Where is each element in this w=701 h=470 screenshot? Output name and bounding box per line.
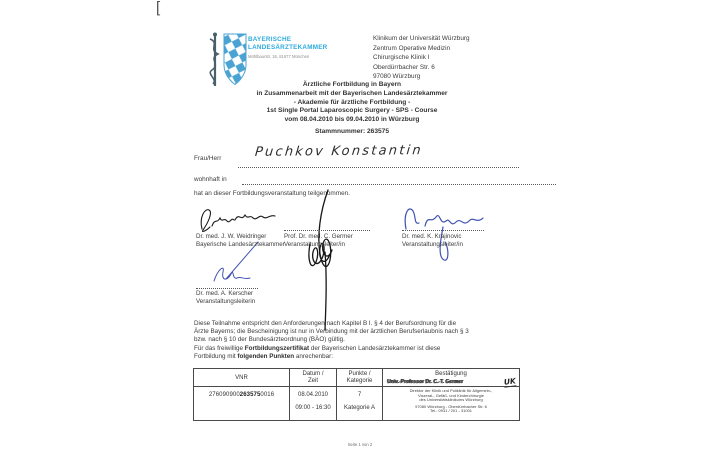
cell-datum-zeit — [290, 387, 337, 420]
logo-org-address: Mühlbaurstr. 16, 81677 München — [248, 54, 310, 59]
signatory-name: Dr. med. A. Kerscher — [196, 290, 254, 297]
table-header-row — [194, 369, 519, 387]
legal-line-4-post: der Bayerischen Landesärztekammer ist diese — [309, 344, 441, 352]
points-table — [193, 368, 520, 421]
clinic-address-line: Oberdürrbacher Str. 6 — [373, 63, 435, 71]
logo-org-line1: BAYERISCHE — [248, 36, 292, 43]
signatory-role: Bayerische Landesärztekammer — [196, 241, 285, 248]
legal-line-4-bold: Fortbildungszertifikat — [244, 344, 310, 352]
participant-name-handwritten: Puchkov Konstantin — [254, 143, 424, 160]
germer-signature — [294, 186, 358, 336]
course-title — [152, 107, 552, 125]
legal-line-1: Diese Teilnahme entspricht den Anforderungen nach Kapitel B I. § 4 der Berufsordnung für die — [194, 320, 457, 327]
residence-dotted-line — [242, 184, 556, 185]
legal-line-5-bold: folgenden Punkten — [237, 352, 295, 360]
category-value: Kategorie A — [343, 405, 376, 411]
signatory-role: Veranstaltungsleiterin — [196, 298, 256, 305]
signatory-krajinovic — [402, 233, 463, 249]
corner-mark: [ — [156, 0, 162, 18]
heading-line3: - Akademie für ärztliche Fortbildung - — [293, 98, 411, 106]
header-bestaetigung: Bestätigung Univ.-Professor Dr. C.-T. Germer UK — [383, 369, 519, 387]
clinic-address-line: 97080 Würzburg — [373, 73, 421, 81]
legal-paragraph — [194, 320, 539, 361]
legal-line-2: Ärzte Bayerns; die Bescheinigung ist nur in Verbindung mit der ärztlichen Berufserlaubnis nach § 3 — [194, 328, 469, 336]
signatory-name: Prof. Dr. med. C. Germer — [284, 233, 353, 240]
clinic-address — [373, 34, 470, 82]
bavarian-shield-icon — [223, 33, 247, 86]
handwritten-initials: UK — [503, 376, 517, 387]
course-time: 09:00 - 16:30 — [295, 405, 331, 411]
course-title-line1: 1st Single Portal Laparoscopic Surgery - SPS - Course — [266, 107, 438, 114]
cell-vnr: 2760909002635750016 — [194, 387, 290, 420]
cell-bestaetigung-stamp — [383, 387, 519, 420]
legal-line-5-pre: Fortbildung mit — [194, 352, 238, 360]
signatory-name: Dr. med. J. W. Weidringer — [196, 233, 267, 240]
signatory-kerscher — [196, 290, 255, 306]
signatory-name: Dr. med. K. Krajinovic — [402, 233, 462, 240]
signature-line-germer — [284, 230, 370, 231]
certificate-heading — [152, 81, 552, 107]
signatory-germer — [284, 233, 353, 249]
salutation-label: Frau/Herr — [194, 155, 222, 162]
signature-line-krajinovic — [402, 230, 484, 231]
clinic-address-line: Chirurgische Klinik I — [373, 54, 430, 62]
header-punkte-kategorie: Punkte / Kategorie — [337, 369, 383, 387]
clinic-address-line: Zentrum Operative Medizin — [373, 44, 451, 52]
legal-line-5 — [194, 353, 539, 361]
logo-org-line2: LANDESÄRZTEKAMMER — [248, 44, 328, 51]
clinic-stamp: Direktor der Klinik und Poliklinik für Allgemein-, Viszeral-, Gefäß- und Kinderchirurgie des Universitätsklinikums Würzburg 97080 Würzburg - Oberdürrbacher Str. 6 Tel.: 0931 / 201 - 31001 — [409, 388, 493, 414]
legal-line-3: bzw. nach § 10 der Bundesärzteordnung (BÄO) gültig. — [194, 336, 345, 344]
cell-punkte-kategorie — [337, 387, 383, 420]
table-data-row — [194, 387, 519, 420]
legal-line-5-post: anrechenbar: — [294, 352, 333, 360]
residence-label: wohnhaft in — [194, 176, 227, 183]
heading-line1: Ärztliche Fortbildung in Bayern — [302, 81, 402, 88]
header-datum-zeit: Datum / Zeit — [290, 369, 337, 387]
legal-line-4-pre: Für das freiwillige — [194, 344, 245, 352]
stamm-number: Stammnummer: 263575 — [314, 128, 390, 135]
signatory-role: Veranstaltungsleiter/in — [402, 241, 463, 248]
name-dotted-line — [238, 167, 519, 168]
signatory-weidringer — [196, 233, 285, 249]
page-footer: Seite 1 von 2 — [347, 442, 373, 447]
points-value: 7 — [357, 392, 362, 398]
legal-line-4 — [194, 345, 539, 353]
course-date: 08.04.2010 — [297, 392, 329, 398]
stamp-signer-name: Univ.-Professor Dr. C.-T. Germer — [387, 378, 464, 385]
clinic-address-line: Klinikum der Universität Würzburg — [373, 35, 470, 42]
heading-line2: in Zusammenarbeit mit der Bayerischen Landesärztekammer — [256, 89, 448, 97]
participation-statement: hat an dieser Fortbildungsveranstaltung teilgenommen. — [194, 190, 350, 197]
weidringer-signature — [196, 203, 278, 235]
signatory-role: Veranstaltungsleiter/in — [284, 241, 345, 248]
header-vnr: VNR — [194, 369, 290, 387]
course-title-line2: vom 08.04.2010 bis 09.04.2010 in Würzburg — [284, 115, 420, 123]
signature-line-kerscher — [196, 288, 258, 289]
